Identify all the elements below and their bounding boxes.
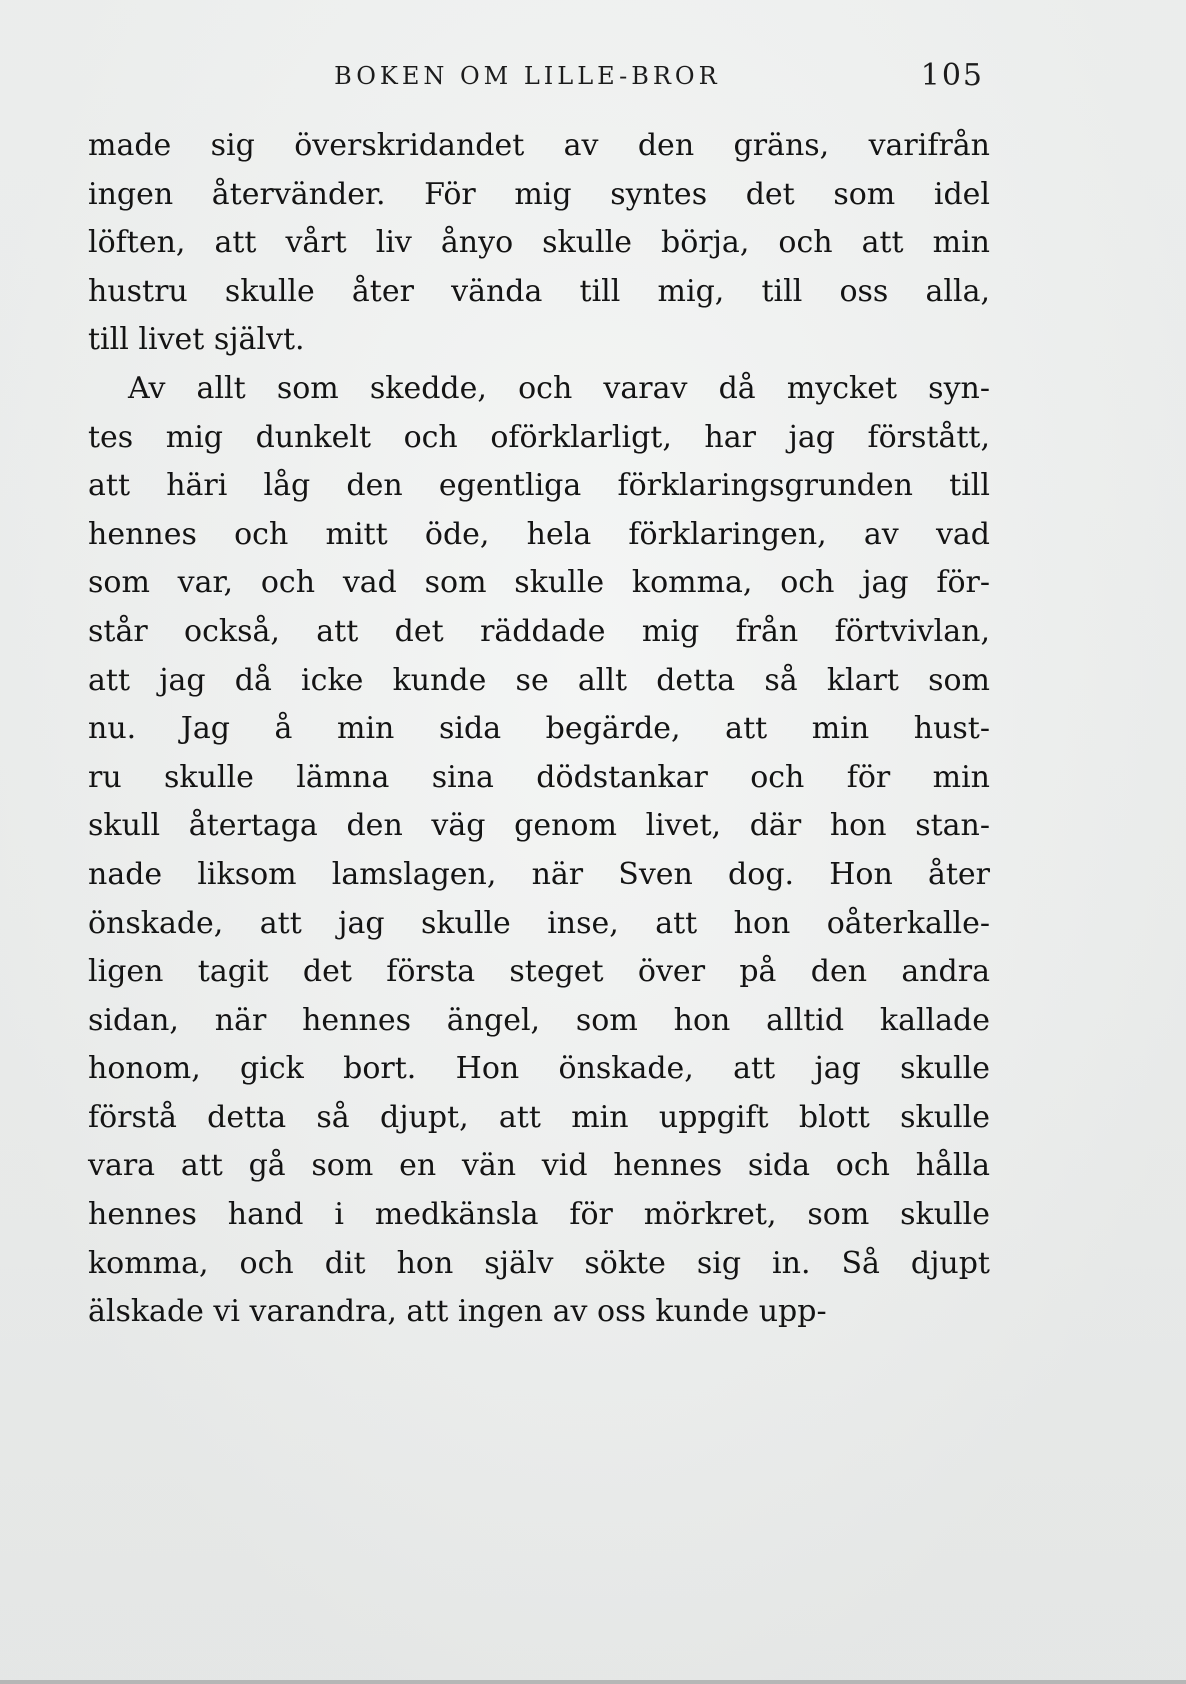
text-line: vara att gå som en vän vid hennes sida och hålla bbox=[88, 1148, 990, 1184]
text-line: förstå detta så djupt, att min uppgift blott skulle bbox=[88, 1099, 990, 1135]
text-line: Av allt som skedde, och varav då mycket syn- bbox=[128, 370, 990, 406]
text-line: löften, att vårt liv ånyo skulle börja, och att min bbox=[88, 225, 990, 261]
text-line: hennes och mitt öde, hela förklaringen, av vad bbox=[88, 516, 990, 552]
body-text bbox=[88, 122, 990, 1337]
text-line: sidan, när hennes ängel, som hon alltid kallade bbox=[88, 1002, 990, 1038]
text-line: som var, och vad som skulle komma, och jag för- bbox=[88, 565, 990, 601]
paragraph bbox=[88, 122, 990, 365]
text-line: tes mig dunkelt och oförklarligt, har jag förstått, bbox=[88, 419, 990, 455]
text-line: made sig överskridandet av den gräns, varifrån bbox=[88, 128, 990, 163]
paragraph bbox=[88, 365, 990, 1337]
text-line: nade liksom lamslagen, när Sven dog. Hon åter bbox=[88, 856, 990, 892]
text-line: nu. Jag å min sida begärde, att min hust- bbox=[88, 711, 990, 747]
text-line: komma, och dit hon själv sökte sig in. Så djupt bbox=[88, 1245, 990, 1281]
text-line: ingen återvänder. För mig syntes det som idel bbox=[88, 176, 990, 212]
text-line: skull återtaga den väg genom livet, där hon stan- bbox=[88, 808, 990, 844]
text-line: att jag då icke kunde se allt detta så klart som bbox=[88, 662, 990, 698]
text-line: honom, gick bort. Hon önskade, att jag skulle bbox=[88, 1051, 990, 1087]
text-line: till livet självt. bbox=[88, 322, 305, 358]
text-line: ru skulle lämna sina dödstankar och för min bbox=[88, 759, 990, 795]
running-title: BOKEN OM LILLE-BROR bbox=[334, 62, 721, 90]
page-header bbox=[88, 58, 990, 98]
text-line: önskade, att jag skulle inse, att hon oåterkalle- bbox=[88, 905, 990, 941]
page-number: 105 bbox=[920, 58, 984, 93]
text-line: ligen tagit det första steget över på den andra bbox=[88, 954, 990, 990]
text-line: hustru skulle åter vända till mig, till oss alla, bbox=[88, 273, 990, 309]
text-line: hennes hand i medkänsla för mörkret, som skulle bbox=[88, 1197, 990, 1233]
text-line: står också, att det räddade mig från förtvivlan, bbox=[88, 613, 990, 649]
text-line: att häri låg den egentliga förklaringsgrunden till bbox=[88, 468, 990, 504]
text-line: älskade vi varandra, att ingen av oss kunde upp- bbox=[88, 1294, 827, 1330]
